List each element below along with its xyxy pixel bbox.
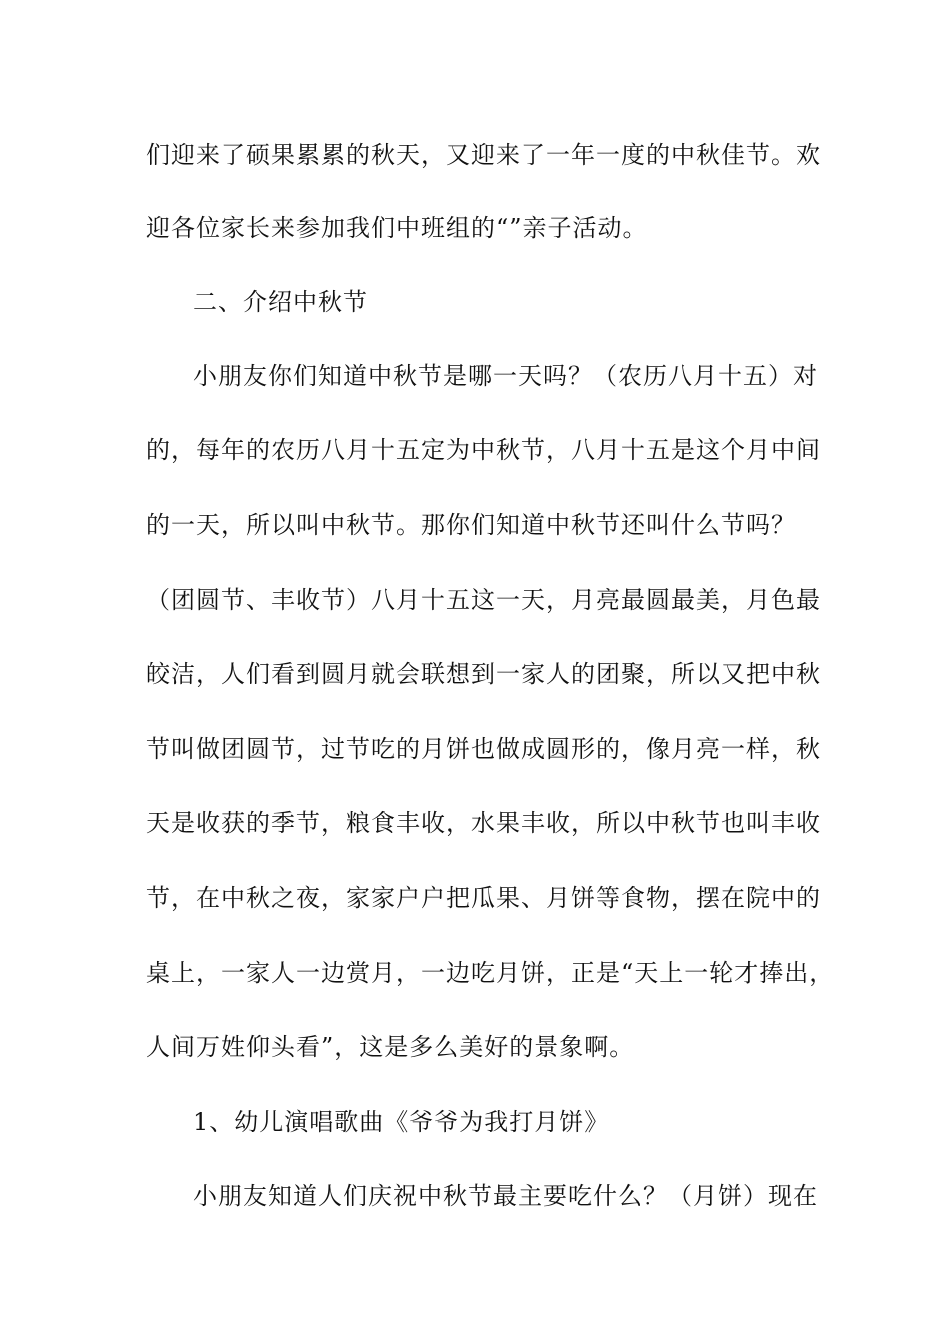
- paragraph-line: 桌上，一家人一边赏月，一边吃月饼，正是“天上一轮才捧出，: [146, 959, 835, 987]
- paragraph-line: 小朋友你们知道中秋节是哪一天吗？（农历八月十五）对: [193, 362, 818, 390]
- paragraph-line: 天是收获的季节，粮食丰收，水果丰收，所以中秋节也叫丰收: [146, 809, 821, 837]
- paragraph-line: 节叫做团圆节，过节吃的月饼也做成圆形的，像月亮一样，秋: [146, 735, 821, 763]
- paragraph-line: 皎洁，人们看到圆月就会联想到一家人的团聚，所以又把中秋: [146, 660, 821, 688]
- paragraph-line: 的一天，所以叫中秋节。那你们知道中秋节还叫什么节吗？: [146, 511, 796, 539]
- paragraph-line: （团圆节、丰收节）八月十五这一天，月亮最圆最美，月色最: [146, 586, 821, 614]
- paragraph-line: 节，在中秋之夜，家家户户把瓜果、月饼等食物，摆在院中的: [146, 884, 821, 912]
- paragraph-line: 迎各位家长来参加我们中班组的“”亲子活动。: [146, 214, 648, 242]
- song-item: 1、幼儿演唱歌曲《爷爷为我打月饼》: [193, 1108, 610, 1136]
- paragraph-line: 小朋友知道人们庆祝中秋节最主要吃什么？（月饼）现在: [193, 1182, 818, 1210]
- paragraph-line: 人间万姓仰头看”，这是多么美好的景象啊。: [146, 1033, 635, 1061]
- paragraph-line: 的，每年的农历八月十五定为中秋节，八月十五是这个月中间: [146, 436, 821, 464]
- section-heading: 二、介绍中秋节: [193, 288, 368, 316]
- paragraph-line: 们迎来了硕果累累的秋天，又迎来了一年一度的中秋佳节。欢: [146, 141, 821, 169]
